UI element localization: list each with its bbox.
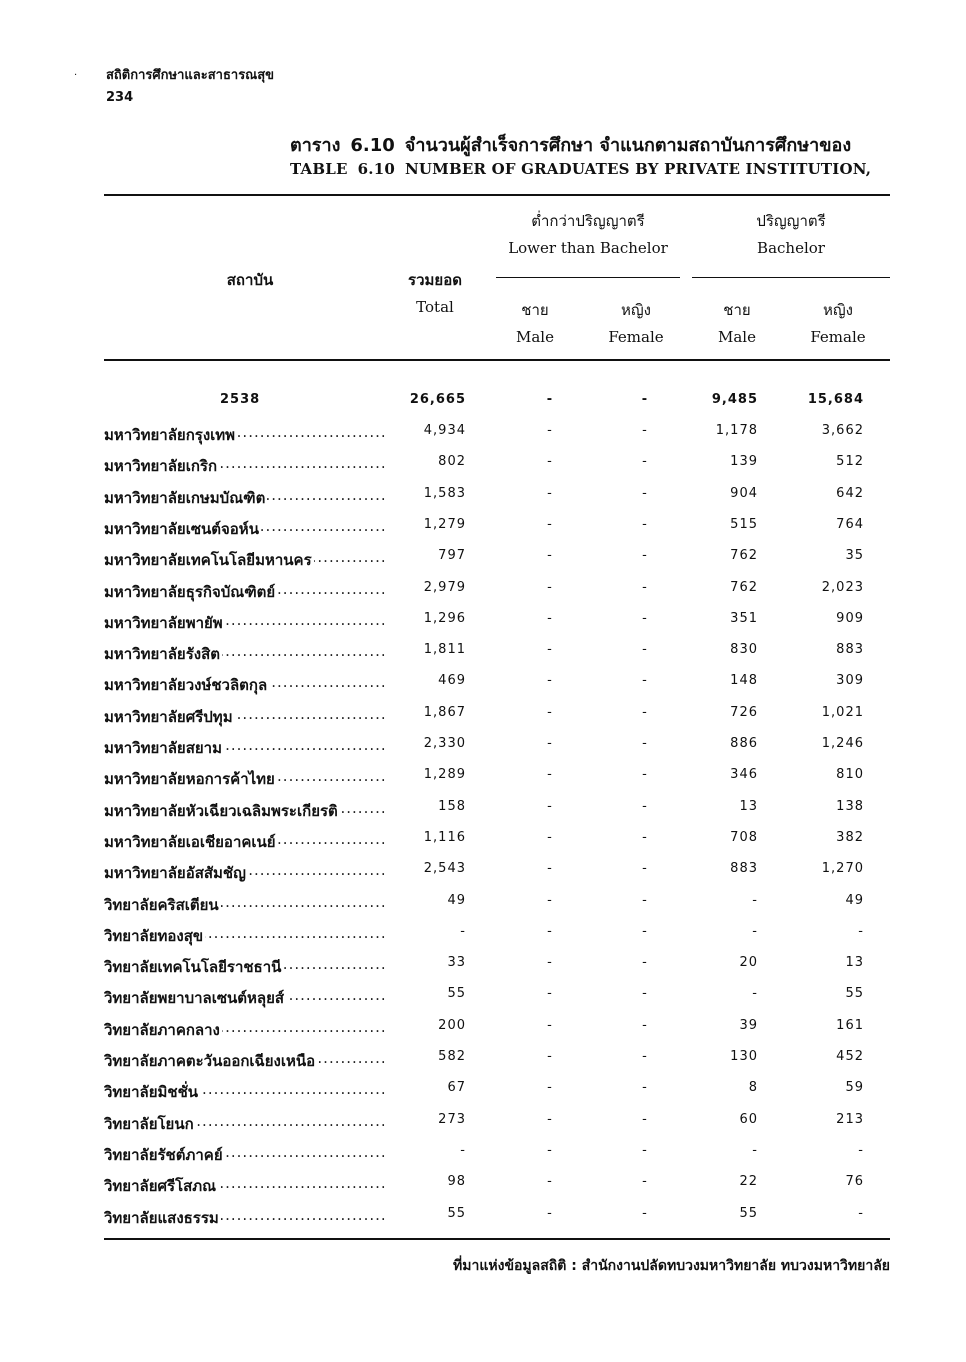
- cell-bachelor-female: 3,662: [821, 423, 864, 438]
- cell-bachelor-female: -: [858, 923, 864, 939]
- cell-total: -: [460, 923, 466, 939]
- cell-bachelor-female: 59: [845, 1080, 864, 1096]
- title-th-text: จำนวนผู้สำเร็จการศึกษา จำแนกตามสถาบันการศึกษาของ: [404, 135, 852, 156]
- cell-lower-male: -: [547, 955, 553, 971]
- cell-lower-female: -: [642, 454, 648, 470]
- cell-lower-female: -: [642, 1205, 648, 1221]
- institution-name: [104, 1206, 388, 1230]
- cell-lower-female: -: [642, 516, 648, 532]
- table-row: [0, 673, 966, 704]
- header-total-thai: รวมยอด: [408, 271, 462, 289]
- cell-lower-female: -: [642, 1049, 648, 1064]
- cell-lower-male: -: [547, 1111, 553, 1127]
- institution-name-text: มหาวิทยาลัยอัสสัมชัญ: [104, 864, 246, 883]
- cell-bachelor-male: 8: [748, 1080, 758, 1096]
- cell-bachelor-male: -: [752, 1142, 758, 1158]
- cell-total: 1,867: [423, 704, 466, 720]
- cell-total: 2,979: [423, 579, 466, 595]
- cell-lower-female: -: [642, 485, 648, 501]
- institution-name: [104, 830, 388, 854]
- title-th-number: 6.10: [350, 135, 395, 156]
- institution-name-text: มหาวิทยาลัยธุรกิจบัณฑิตย์: [104, 582, 276, 601]
- institution-name-text: มหาวิทยาลัยวงษ์ชวลิตกุล: [104, 676, 268, 695]
- header-bachelor-thai: ปริญญาตรี: [756, 212, 826, 230]
- institution-name-text: มหาวิทยาลัยหอการค้าไทย: [104, 770, 275, 789]
- year-total: 26,665: [409, 392, 466, 407]
- cell-lower-female: -: [642, 892, 648, 908]
- cell-lower-male: -: [547, 1049, 553, 1064]
- cell-lower-female: -: [642, 610, 648, 626]
- cell-bachelor-female: -: [858, 1205, 864, 1221]
- table-row: [0, 642, 966, 673]
- cell-lower-male: -: [547, 1142, 553, 1158]
- cell-total: -: [460, 1142, 466, 1158]
- cell-lower-female: -: [642, 736, 648, 751]
- title-th-label: ตาราง: [290, 135, 341, 156]
- table-row: [0, 423, 966, 454]
- institution-name-text: มหาวิทยาลัยพายัพ: [104, 613, 223, 632]
- header-lower-thai: ต่ำกว่าปริญญาตรี: [531, 212, 645, 230]
- table-title-thai: [290, 130, 861, 159]
- institution-name: [104, 517, 388, 541]
- header-total-english: [390, 298, 480, 316]
- cell-lower-female: -: [642, 798, 648, 814]
- cell-lower-male: -: [547, 579, 553, 595]
- stray-dot-mark: ·: [74, 70, 78, 81]
- table-row: [0, 799, 966, 830]
- institution-name: [104, 1174, 388, 1198]
- institution-name: [104, 986, 388, 1010]
- cell-total: 33: [447, 955, 466, 971]
- institution-name: [104, 1143, 388, 1167]
- table-row: [0, 924, 966, 955]
- cell-bachelor-male: 515: [730, 516, 758, 532]
- institution-name: [104, 548, 388, 572]
- cell-lower-male: -: [547, 829, 553, 845]
- cell-bachelor-female: 1,021: [821, 704, 864, 720]
- cell-bachelor-male: 20: [739, 955, 758, 971]
- title-en-number: 6.10: [357, 160, 395, 178]
- cell-bachelor-male: 148: [730, 673, 758, 689]
- cell-lower-male: -: [547, 673, 553, 689]
- cell-bachelor-male: 130: [730, 1049, 758, 1064]
- cell-total: 67: [447, 1080, 466, 1096]
- institution-name-text: วิทยาลัยรัชต์ภาคย์: [104, 1145, 223, 1164]
- cell-lower-male: -: [547, 423, 553, 438]
- year-lower-male: -: [546, 392, 554, 407]
- institution-name: [104, 955, 388, 979]
- table-row: [0, 580, 966, 611]
- institution-name-text: มหาวิทยาลัยเซนต์จอห์น: [104, 519, 259, 538]
- cell-total: 2,543: [423, 861, 466, 877]
- institution-name: [104, 705, 388, 729]
- institution-name: [104, 580, 388, 604]
- cell-bachelor-male: -: [752, 892, 758, 908]
- cell-total: 1,583: [423, 485, 466, 501]
- institution-name: [104, 423, 388, 447]
- cell-lower-female: -: [642, 1111, 648, 1127]
- cell-bachelor-male: 762: [730, 579, 758, 595]
- institution-name: [104, 1080, 388, 1104]
- cell-total: 273: [438, 1111, 466, 1127]
- source-note: ที่มาแห่งข้อมูลสถิติ : สำนักงานปลัดทบวงมหาวิทยาลัย ทบวงมหาวิทยาลัย: [453, 1258, 890, 1274]
- table-row: [0, 1206, 966, 1237]
- institution-name-text: มหาวิทยาลัยสยาม: [104, 739, 222, 757]
- header-bachelor-female-english: [798, 328, 878, 346]
- cell-lower-male: -: [547, 516, 553, 532]
- cell-bachelor-female: 213: [836, 1111, 864, 1127]
- cell-bachelor-male: 22: [739, 1174, 758, 1190]
- institution-name-text: วิทยาลัยพยาบาลเซนต์หลุยส์: [104, 989, 285, 1008]
- cell-total: 1,279: [423, 516, 466, 532]
- institution-name: [104, 736, 388, 760]
- cell-total: 49: [447, 892, 466, 908]
- header-bachelor-male-thai: ชาย: [723, 301, 751, 319]
- institution-name-text: วิทยาลัยคริสเตียน: [104, 895, 219, 914]
- table-row: [0, 517, 966, 548]
- cell-lower-male: -: [547, 1080, 553, 1096]
- institution-name-text: มหาวิทยาลัยกรุงเทพ: [104, 426, 236, 444]
- institution-name: [104, 799, 388, 823]
- cell-lower-female: -: [642, 986, 648, 1002]
- table-row: [0, 893, 966, 924]
- cell-lower-female: -: [642, 704, 648, 720]
- cell-bachelor-male: 1,178: [715, 423, 758, 438]
- year-lower-female: -: [641, 392, 649, 407]
- cell-bachelor-female: 512: [836, 454, 864, 470]
- institution-name: [104, 1018, 388, 1042]
- cell-lower-female: -: [642, 1017, 648, 1033]
- cell-lower-male: -: [547, 1017, 553, 1033]
- table-row: [0, 861, 966, 892]
- institution-name: [104, 486, 388, 510]
- table-row: [0, 736, 966, 767]
- cell-lower-male: -: [547, 986, 553, 1002]
- cell-lower-male: -: [547, 736, 553, 751]
- cell-bachelor-female: 909: [836, 610, 864, 626]
- institution-name-text: วิทยาลัยศรีโสภณ: [104, 1177, 217, 1196]
- cell-bachelor-female: 309: [836, 673, 864, 689]
- table-row: [0, 1143, 966, 1174]
- lower-group-rule: [496, 277, 680, 278]
- cell-lower-female: -: [642, 1142, 648, 1158]
- header-lower-male-english: [500, 328, 570, 346]
- header-bachelor-english: [692, 239, 890, 257]
- cell-bachelor-female: 13: [845, 955, 864, 971]
- institution-name: [104, 642, 388, 666]
- cell-bachelor-male: 886: [730, 736, 758, 751]
- cell-bachelor-female: 55: [845, 986, 864, 1002]
- cell-lower-male: -: [547, 642, 553, 658]
- running-head: สถิติการศึกษาและสาธารณสุข: [106, 68, 275, 83]
- cell-lower-male: -: [547, 548, 553, 564]
- header-lower-female-en-text: Female: [608, 328, 664, 346]
- header-lower-male-en-text: Male: [516, 328, 554, 346]
- table-row: [0, 955, 966, 986]
- cell-lower-male: -: [547, 704, 553, 720]
- table-row: [0, 548, 966, 579]
- cell-bachelor-male: -: [752, 923, 758, 939]
- cell-bachelor-female: 1,246: [821, 736, 864, 751]
- cell-total: 98: [447, 1174, 466, 1190]
- institution-name-text: มหาวิทยาลัยเทคโนโลยีมหานคร: [104, 551, 312, 570]
- cell-bachelor-female: 161: [836, 1017, 864, 1033]
- table-row: [0, 830, 966, 861]
- year-bachelor-female: 15,684: [807, 392, 864, 407]
- cell-lower-female: -: [642, 1174, 648, 1190]
- cell-total: 1,296: [423, 610, 466, 626]
- cell-lower-male: -: [547, 1174, 553, 1190]
- institution-name-text: วิทยาลัยแสงธรรม: [104, 1208, 219, 1227]
- institution-name: [104, 1049, 388, 1073]
- cell-bachelor-male: 139: [730, 454, 758, 470]
- cell-lower-female: -: [642, 642, 648, 658]
- cell-total: 55: [447, 1205, 466, 1221]
- bachelor-group-rule: [692, 277, 890, 278]
- table-row: [0, 1080, 966, 1111]
- institution-name-text: วิทยาลัยโยนก: [104, 1114, 194, 1133]
- table-row: [0, 1018, 966, 1049]
- table-row: [0, 1049, 966, 1080]
- institution-name-text: มหาวิทยาลัยเกริก: [104, 457, 218, 476]
- cell-lower-male: -: [547, 892, 553, 908]
- header-institution: สถาบัน: [226, 271, 274, 289]
- table-row: [0, 486, 966, 517]
- institution-name-text: วิทยาลัยภาคตะวันออกเฉียงเหนือ: [104, 1052, 316, 1070]
- header-bachelor-female-thai: หญิง: [823, 301, 853, 319]
- year-total-row: [0, 392, 966, 423]
- header-bachelor-en-text: Bachelor: [757, 239, 825, 257]
- institution-name: [104, 893, 388, 917]
- cell-lower-female: -: [642, 861, 648, 877]
- cell-bachelor-male: 60: [739, 1111, 758, 1127]
- cell-bachelor-male: 39: [739, 1017, 758, 1033]
- page-number: 234: [106, 90, 134, 105]
- cell-lower-male: -: [547, 861, 553, 877]
- title-en-label: TABLE: [290, 160, 348, 178]
- cell-bachelor-female: 1,270: [821, 861, 864, 877]
- cell-bachelor-male: 346: [730, 767, 758, 783]
- cell-bachelor-female: 452: [836, 1049, 864, 1064]
- cell-bachelor-female: 764: [836, 516, 864, 532]
- cell-bachelor-male: 13: [739, 798, 758, 814]
- cell-bachelor-male: 883: [730, 861, 758, 877]
- cell-lower-male: -: [547, 767, 553, 783]
- table-row: [0, 705, 966, 736]
- cell-total: 200: [438, 1017, 466, 1033]
- header-lower-male-thai: ชาย: [521, 301, 549, 319]
- cell-bachelor-female: 810: [836, 767, 864, 783]
- cell-bachelor-female: 883: [836, 642, 864, 658]
- cell-total: 469: [438, 673, 466, 689]
- cell-total: 55: [447, 986, 466, 1002]
- cell-bachelor-female: 642: [836, 485, 864, 501]
- cell-total: 797: [438, 548, 466, 564]
- institution-name-text: มหาวิทยาลัยเอเชียอาคเนย์: [104, 832, 276, 851]
- institution-name: [104, 924, 388, 948]
- cell-total: 802: [438, 454, 466, 470]
- cell-bachelor-male: 830: [730, 642, 758, 658]
- cell-bachelor-female: 49: [845, 892, 864, 908]
- header-total-en-text: Total: [416, 298, 454, 316]
- cell-total: 1,116: [423, 829, 466, 845]
- cell-lower-female: -: [642, 423, 648, 438]
- institution-name-text: มหาวิทยาลัยหัวเฉียวเฉลิมพระเกียรติ: [104, 801, 338, 820]
- cell-bachelor-male: 708: [730, 829, 758, 845]
- year-label: 2538: [220, 392, 261, 407]
- institution-name: [104, 1112, 388, 1136]
- year-bachelor-male: 9,485: [711, 392, 758, 407]
- cell-bachelor-male: 762: [730, 548, 758, 564]
- cell-bachelor-male: 55: [739, 1205, 758, 1221]
- cell-bachelor-female: 382: [836, 829, 864, 845]
- cell-bachelor-female: -: [858, 1142, 864, 1158]
- cell-lower-female: -: [642, 767, 648, 783]
- cell-lower-female: -: [642, 1080, 648, 1096]
- cell-total: 582: [438, 1049, 466, 1064]
- cell-total: 1,289: [423, 767, 466, 783]
- table-row: [0, 1112, 966, 1143]
- institution-name-text: มหาวิทยาลัยศรีปทุม: [104, 707, 233, 726]
- cell-total: 4,934: [423, 423, 466, 438]
- institution-name: [104, 767, 388, 791]
- cell-bachelor-female: 35: [845, 548, 864, 564]
- title-en-text: NUMBER OF GRADUATES BY PRIVATE INSTITUTION,: [404, 160, 872, 178]
- header-lower-en-text: Lower than Bachelor: [508, 239, 668, 257]
- header-bachelor-male-en-text: Male: [718, 328, 756, 346]
- table-row: [0, 986, 966, 1017]
- header-bachelor-female-en-text: Female: [810, 328, 866, 346]
- cell-lower-male: -: [547, 1205, 553, 1221]
- header-bottom-rule: [104, 359, 890, 361]
- institution-name: [104, 611, 388, 635]
- institution-name-text: วิทยาลัยเทคโนโลยีราชธานี: [104, 958, 282, 977]
- cell-bachelor-female: 76: [845, 1174, 864, 1190]
- cell-bachelor-male: -: [752, 986, 758, 1002]
- cell-lower-female: -: [642, 673, 648, 689]
- institution-name-text: วิทยาลัยภาคกลาง: [104, 1020, 220, 1039]
- institution-name-text: มหาวิทยาลัยรังสิต: [104, 645, 220, 664]
- cell-bachelor-male: 726: [730, 704, 758, 720]
- institution-name-text: วิทยาลัยทองสุข: [104, 926, 204, 945]
- table-top-rule: [104, 194, 890, 196]
- institution-name: [104, 861, 388, 885]
- table-row: [0, 767, 966, 798]
- cell-lower-male: -: [547, 454, 553, 470]
- institution-name-text: วิทยาลัยมิชชั่น: [104, 1083, 199, 1102]
- cell-total: 158: [438, 798, 466, 814]
- cell-lower-female: -: [642, 923, 648, 939]
- institution-name: [104, 673, 388, 697]
- cell-bachelor-female: 2,023: [821, 579, 864, 595]
- institution-name-text: มหาวิทยาลัยเกษมบัณฑิต: [104, 488, 266, 507]
- header-lower-female-thai: หญิง: [621, 301, 651, 319]
- cell-lower-female: -: [642, 579, 648, 595]
- header-lower-female-english: [596, 328, 676, 346]
- header-bachelor-male-english: [702, 328, 772, 346]
- table-row: [0, 1174, 966, 1205]
- cell-total: 2,330: [423, 736, 466, 751]
- table-row: [0, 611, 966, 642]
- cell-bachelor-male: 904: [730, 485, 758, 501]
- header-lower-english: [496, 239, 680, 257]
- cell-lower-female: -: [642, 955, 648, 971]
- cell-bachelor-male: 351: [730, 610, 758, 626]
- cell-total: 1,811: [423, 642, 466, 658]
- table-row: [0, 454, 966, 485]
- cell-lower-male: -: [547, 923, 553, 939]
- cell-lower-male: -: [547, 610, 553, 626]
- cell-lower-male: -: [547, 485, 553, 501]
- cell-lower-female: -: [642, 829, 648, 845]
- table-bottom-rule: [104, 1238, 890, 1240]
- institution-name: [104, 454, 388, 478]
- cell-lower-female: -: [642, 548, 648, 564]
- cell-bachelor-female: 138: [836, 798, 864, 814]
- cell-lower-male: -: [547, 798, 553, 814]
- table-title-english: [290, 160, 881, 178]
